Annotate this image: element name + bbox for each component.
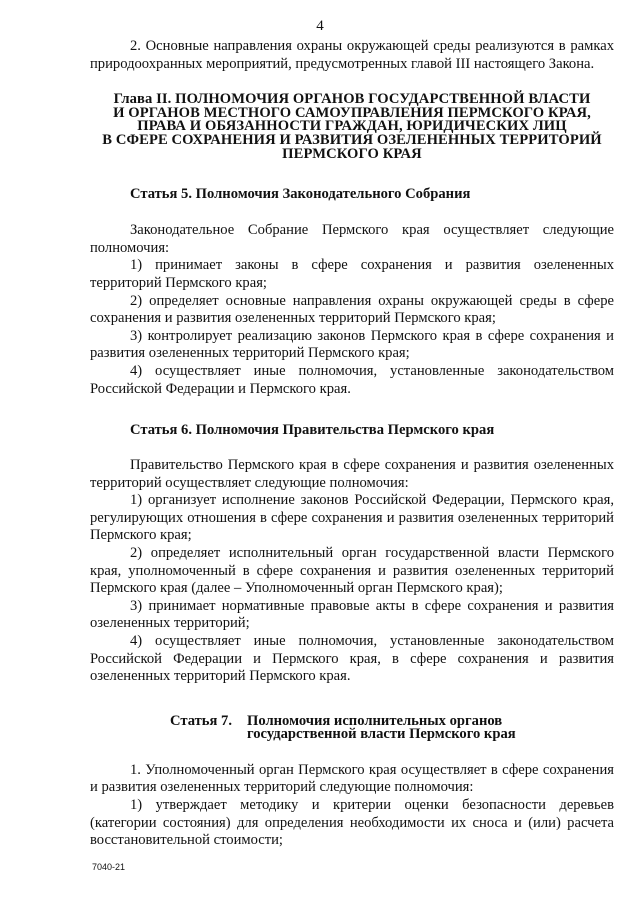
article-6-paragraph: Правительство Пермского края в сфере сохранения и развития озелененных территорий осуществляет следующие полномочия: (90, 457, 614, 491)
article-7-title-line: государственной власти Пермского края (247, 725, 516, 742)
article-5-title: Статья 5. Полномочия Законодательного Собрания (130, 186, 471, 203)
chapter-heading-line: Глава II. ПОЛНОМОЧИЯ ОРГАНОВ ГОСУДАРСТВЕННОЙ ВЛАСТИ (113, 91, 591, 108)
article-7-paragraph: 1. Уполномоченный орган Пермского края осуществляет в сфере сохранения и развития озелененных территорий следующие полномочия: (90, 761, 614, 796)
article-5-paragraph: Законодательное Собрание Пермского края осуществляет следующие полномочия: (90, 222, 614, 256)
article-6-item: 4) осуществляет иные полномочия, установленные законодательством Российской Федерации и Пермского края, в сфере сохранения и развития озелененных территорий Пермского края. (90, 633, 614, 685)
chapter-heading (90, 93, 614, 161)
chapter-heading-line: ПРАВА И ОБЯЗАННОСТИ ГРАЖДАН, ЮРИДИЧЕСКИХ ЛИЦ (137, 118, 567, 135)
article-7-item: 1) утверждает методику и критерии оценки безопасности деревьев (категории состояния) для определения необходимости их сноса и (или) расчета восстановительной стоимости; (90, 797, 614, 849)
article-6-item: 3) принимает нормативные правовые акты в сфере сохранения и развития озелененных территорий; (90, 597, 614, 632)
article-6-item: 2) определяет исполнительный орган государственной власти Пермского края, уполномоченный в сфере сохранения и развития озелененных территорий Пермского края (далее – Уполномоченный орган Пермского края); (90, 545, 614, 597)
chapter-heading-line: ПЕРМСКОГО КРАЯ (282, 145, 422, 162)
page-number: 4 (316, 18, 324, 34)
chapter-heading-line: В СФЕРЕ СОХРАНЕНИЯ И РАЗВИТИЯ ОЗЕЛЕНЕННЫХ ТЕРРИТОРИЙ (102, 131, 602, 148)
article-7-title-line: Полномочия исполнительных органов (247, 712, 503, 729)
article-6-item: 1) организует исполнение законов Российской Федерации, Пермского края, регулирующих отношения в сфере сохранения и развития озелененных территорий Пермского края; (90, 492, 614, 544)
footer-document-code: 7040-21 (92, 862, 126, 872)
article-7-number: Статья 7. (170, 712, 232, 729)
intro-paragraph: 2. Основные направления охраны окружающей среды реализуются в рамках природоохранных мероприятий, предусмотренных главой III настоящего Закона. (90, 38, 614, 72)
article-5-item: 2) определяет основные направления охраны окружающей среды в сфере сохранения и развития озелененных территорий Пермского края; (90, 292, 614, 327)
article-7-title (90, 714, 614, 744)
article-5-item: 4) осуществляет иные полномочия, установленные законодательством Российской Федерации и Пермского края. (90, 362, 614, 397)
document-body (90, 38, 614, 850)
article-6-title: Статья 6. Полномочия Правительства Пермского края (130, 422, 495, 439)
article-5-item: 3) контролирует реализацию законов Пермского края в сфере сохранения и развития озелененных территорий Пермского края; (90, 327, 614, 362)
chapter-heading-line: И ОРГАНОВ МЕСТНОГО САМОУПРАВЛЕНИЯ ПЕРМСКОГО КРАЯ, (113, 104, 591, 121)
article-5-item: 1) принимает законы в сфере сохранения и развития озелененных территорий Пермского края; (90, 257, 614, 291)
